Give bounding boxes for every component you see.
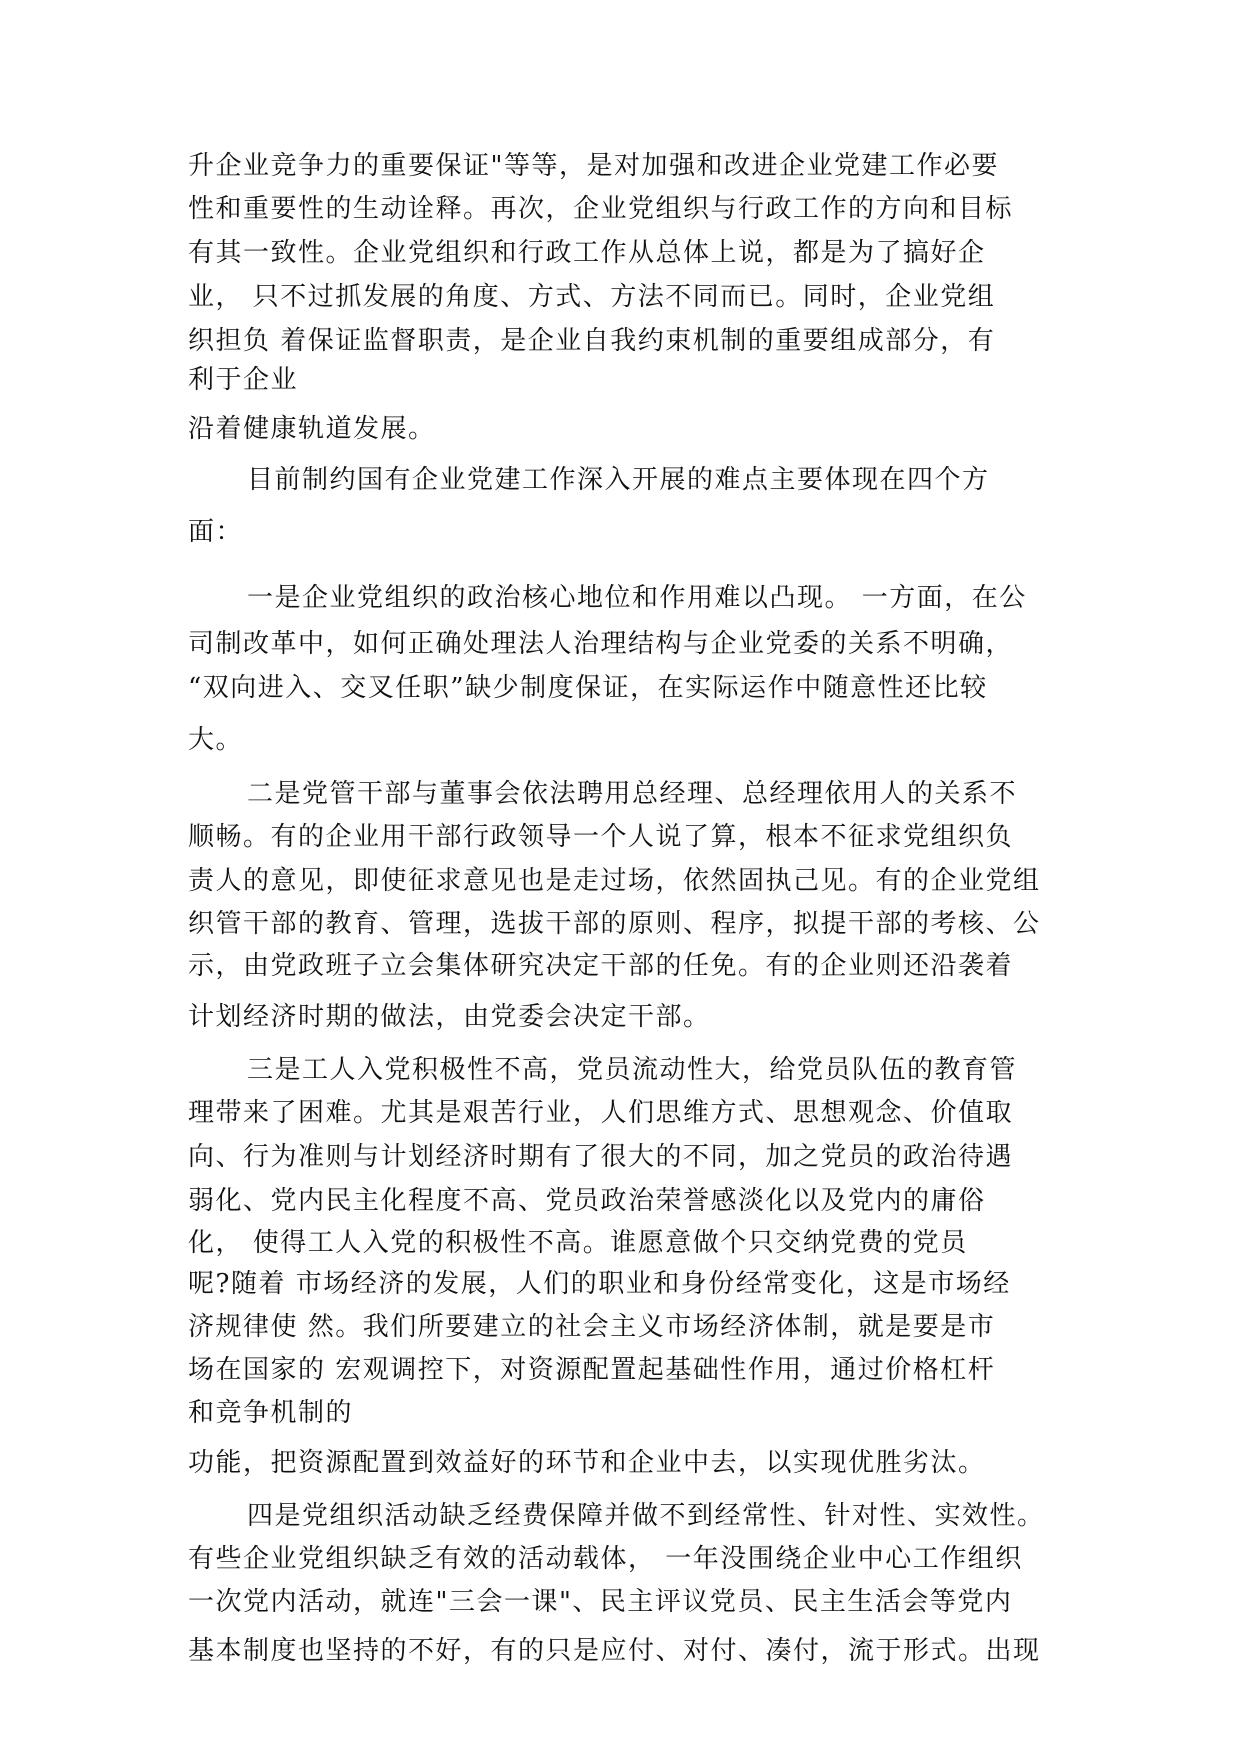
text-line: 向、行为准则与计划经济时期有了很大的不同，加之党员的政治待遇 <box>188 1142 1014 1172</box>
text-line: 化， 使得工人入党的积极性不高。谁愿意做个只交纳党费的党员 <box>188 1228 968 1258</box>
text-line: 济规律使 然。我们所要建立的社会主义市场经济体制，就是要是市 <box>188 1312 996 1342</box>
paragraph-first-line: 一是企业党组织的政治核心地位和作用难以凸现。 一方面，在公 <box>247 583 1027 613</box>
text-line: 一次党内活动，就连"三会一课"、民主评议党员、民主生活会等党内 <box>188 1587 1013 1617</box>
text-line: 计划经济时期的做法，由党委会决定干部。 <box>188 1002 711 1032</box>
text-line: 基本制度也坚持的不好，有的只是应付、对付、凑付，流于形式。出现 <box>188 1636 1041 1666</box>
text-line: 利于企业 <box>188 365 299 395</box>
text-line: “双向进入、交叉任职”缺少制度保证，在实际运作中随意性还比较 <box>188 673 988 703</box>
text-line: 顺畅。有的企业用干部行政领导一个人说了算，根本不征求党组织负 <box>188 822 1014 852</box>
paragraph-first-line: 三是工人入党积极性不高，党员流动性大，给党员队伍的教育管 <box>247 1055 1018 1085</box>
text-line: 呢?随着 市场经济的发展，人们的职业和身份经常变化，这是市场经 <box>188 1269 1011 1299</box>
text-line: 功能，把资源配置到效益好的环节和企业中去，以实现优胜劣汰。 <box>188 1448 986 1478</box>
paragraph-first-line: 目前制约国有企业党建工作深入开展的难点主要体现在四个方 <box>247 465 990 495</box>
text-line: 升企业竞争力的重要保证"等等，是对加强和改进企业党建工作必要 <box>188 151 999 181</box>
text-line: 性和重要性的生动诠释。再次，企业党组织与行政工作的方向和目标 <box>188 194 1014 224</box>
text-line: 大。 <box>188 725 244 755</box>
text-line: 司制改革中，如何正确处理法人治理结构与企业党委的关系不明确， <box>188 629 1014 659</box>
text-line: 面： <box>188 517 244 547</box>
text-line: 理带来了困难。尤其是艰苦行业，人们思维方式、思想观念、价值取 <box>188 1098 1014 1128</box>
text-line: 弱化、党内民主化程度不高、党员政治荣誉感淡化以及党内的庸俗 <box>188 1186 986 1216</box>
text-line: 责人的意见，即使征求意见也是走过场，依然固执己见。有的企业党组 <box>188 866 1041 896</box>
text-line: 沿着健康轨道发展。 <box>188 414 436 444</box>
text-line: 有其一致性。企业党组织和行政工作从总体上说，都是为了搞好企 <box>188 238 986 268</box>
text-line: 场在国家的 宏观调控下，对资源配置起基础性作用，通过价格杠杆 <box>188 1355 996 1385</box>
text-line: 和竞争机制的 <box>188 1398 354 1428</box>
text-line: 示，由党政班子立会集体研究决定干部的任免。有的企业则还沿袭着 <box>188 951 1014 981</box>
paragraph-first-line: 四是党组织活动缺乏经费保障并做不到经常性、针对性、实效性。 <box>247 1501 1045 1531</box>
text-line: 织担负 着保证监督职责，是企业自我约束机制的重要组成部分，有 <box>188 326 996 356</box>
text-line: 有些企业党组织缺乏有效的活动载体， 一年没围绕企业中心工作组织 <box>188 1544 1023 1574</box>
text-line: 业， 只不过抓发展的角度、方式、方法不同而已。同时，企业党组 <box>188 282 996 312</box>
paragraph-first-line: 二是党管干部与董事会依法聘用总经理、总经理依用人的关系不 <box>247 779 1018 809</box>
text-line: 织管干部的教育、管理，选拔干部的原则、程序，拟提干部的考核、公 <box>188 909 1041 939</box>
